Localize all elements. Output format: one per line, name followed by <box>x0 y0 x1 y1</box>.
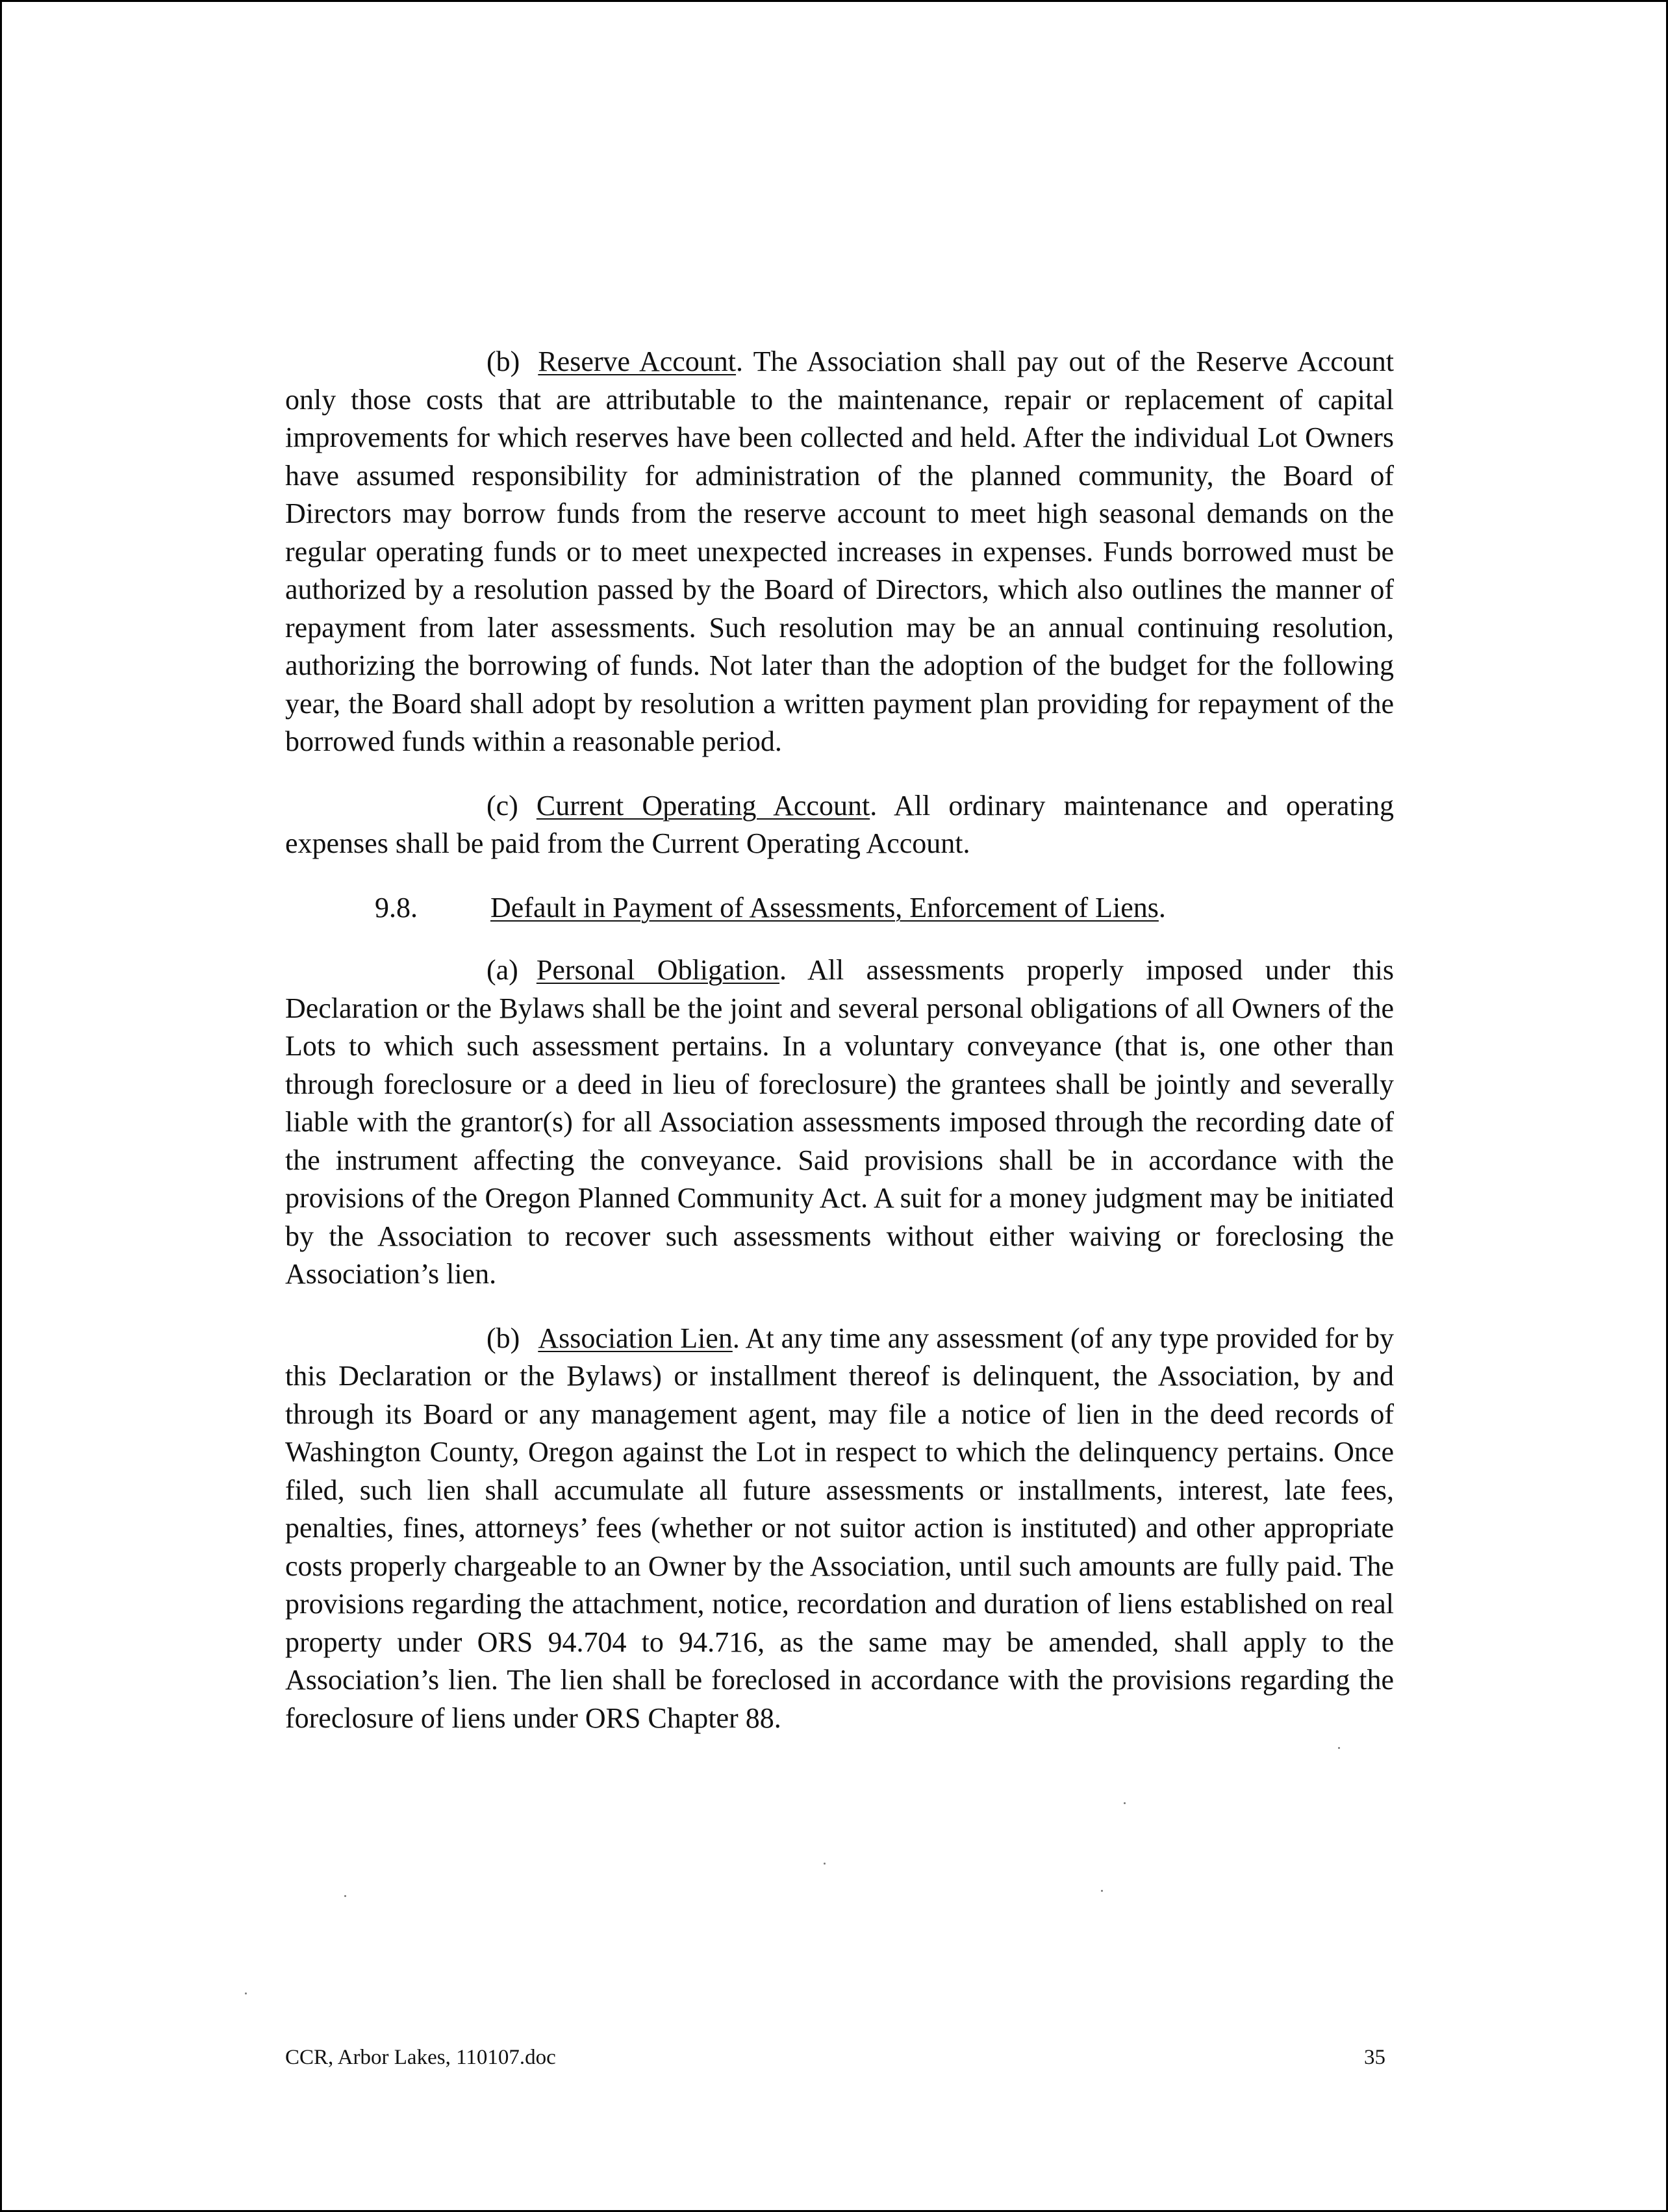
paragraph-title: Association Lien <box>538 1322 733 1354</box>
scan-speck <box>824 1863 826 1865</box>
paragraph-label: (b) <box>486 346 520 377</box>
scan-speck <box>245 1992 247 1994</box>
paragraph-personal-obligation <box>285 951 1394 1294</box>
section-title-end: . <box>1158 891 1166 924</box>
footer-filename: CCR, Arbor Lakes, 110107.doc <box>285 2046 556 2069</box>
paragraph-current-operating-account <box>285 787 1394 863</box>
paragraph-label: (b) <box>486 1322 520 1354</box>
paragraph-title: Personal Obligation <box>536 954 780 986</box>
paragraph-association-lien <box>285 1320 1394 1738</box>
paragraph-text: . At any time any assessment (of any type provided for by this Declaration or the Bylaws) or installment thereof is delinquent, the Association, by and through its Board or any management agent, may file a notice of lien in the deed records of Washington County, Oregon against the Lot in respect to which the delinquency pertains. Once filed, such lien shall accumulate all future assessments or installments, interest, late fees, penalties, fines, attorneys’ fees (whether or not suitor action is instituted) and other appropriate costs properly chargeable to an Owner by the Association, until such amounts are fully paid. The provisions regarding the attachment, notice, recordation and duration of liens established on real property under ORS 94.704 to 94.716, as the same may be amended, shall apply to the Association’s lien. The lien shall be foreclosed in accordance with the provisions regarding the foreclosure of liens under ORS Chapter 88. <box>285 1322 1394 1734</box>
section-title: Default in Payment of Assessments, Enforcement of Liens <box>490 891 1159 924</box>
paragraph-label: (c) <box>486 789 518 822</box>
paragraph-text: . The Association shall pay out of the Reserve Account only those costs that are attributable to the maintenance, repair or replacement of capital improvements for which reserves have been collected and held. After the individual Lot Owners have assumed responsibility for administration of the planned community, the Board of Directors may borrow funds from the reserve account to meet high seasonal demands on the regular operating funds or to meet unexpected increases in expenses. Funds borrowed must be authorized by a resolution passed by the Board of Directors, which also outlines the manner of repayment from later assessments. Such resolution may be an annual continuing resolution, authorizing the borrowing of funds. Not later than the adoption of the budget for the following year, the Board shall adopt by resolution a written payment plan providing for repayment of the borrowed funds within a reasonable period. <box>285 346 1395 757</box>
paragraph-title: Reserve Account <box>538 346 737 377</box>
scan-speck <box>1338 1747 1340 1749</box>
document-body <box>285 343 1394 1763</box>
paragraph-text: . All assessments properly imposed under this Declaration or the Bylaws shall be the joint and several personal obligations of all Owners of the Lots to which such assessment pertains. In a voluntary conveyance (that is, one other than through foreclosure or a deed in lieu of foreclosure) the grantees shall be jointly and severally liable with the grantor(s) for all Association assessments imposed through the recording date of the instrument affecting the conveyance. Said provisions shall be in accordance with the provisions of the Oregon Planned Community Act. A suit for a money judgment may be initiated by the Association to recover such assessments without either waiving or foreclosing the Association’s lien. <box>285 954 1394 1290</box>
section-heading-9-8 <box>285 889 1394 927</box>
paragraph-title: Current Operating Account <box>536 789 870 822</box>
scan-speck <box>1101 1890 1103 1892</box>
scan-speck <box>1124 1802 1126 1804</box>
paragraph-reserve-account <box>285 343 1394 761</box>
footer-page-number: 35 <box>1364 2046 1385 2069</box>
section-number: 9.8. <box>375 891 418 924</box>
scan-speck <box>344 1895 346 1897</box>
paragraph-label: (a) <box>486 954 518 986</box>
paragraph-text: . All ordinary maintenance and operating expenses shall be paid from the Current Operating Account. <box>285 789 1394 859</box>
